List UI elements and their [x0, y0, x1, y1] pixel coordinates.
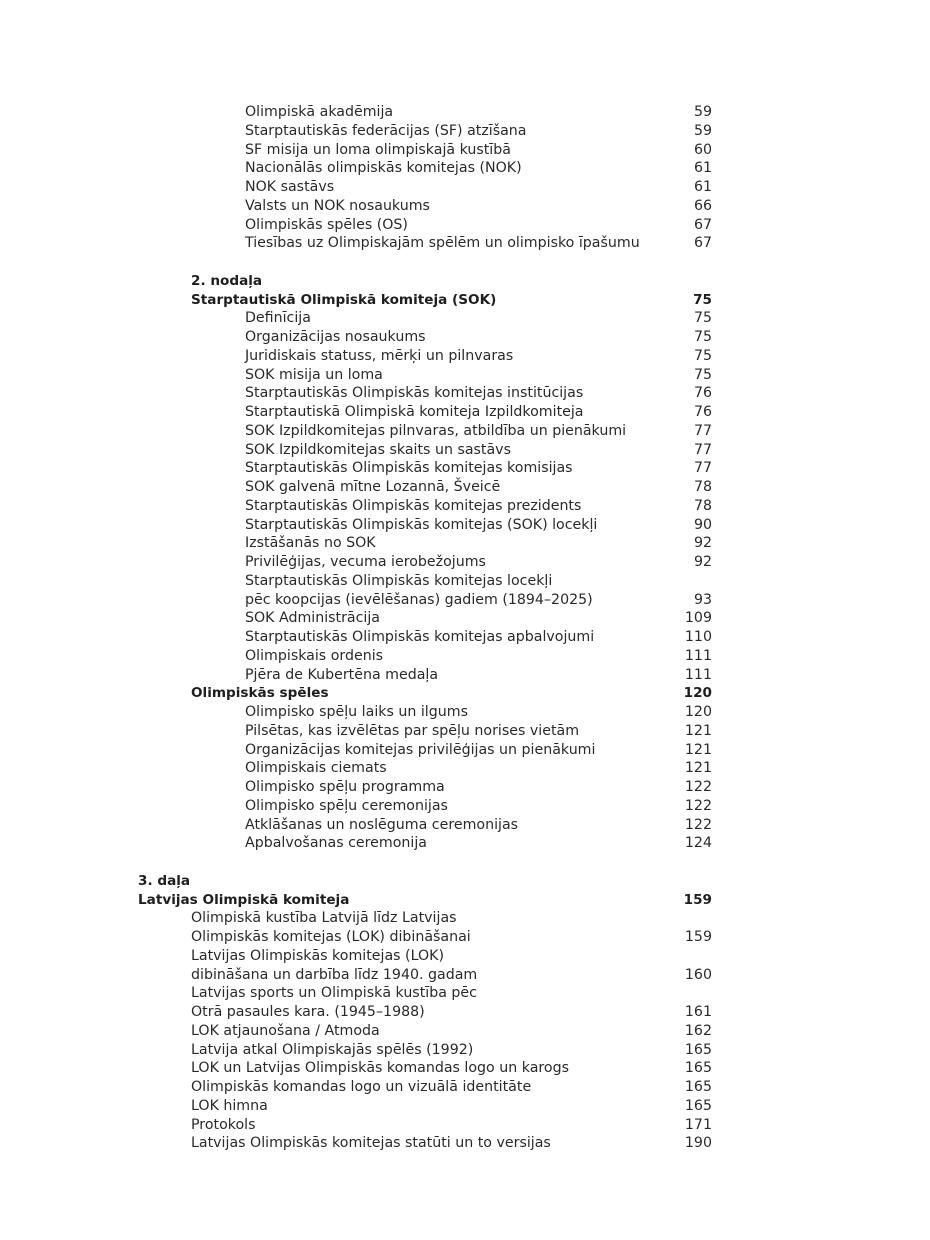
- toc-entry-page: 109: [684, 610, 712, 627]
- toc-entry: [0, 778, 930, 797]
- toc-entry-title: Starptautiskās Olimpiskās komitejas prezidents: [245, 497, 582, 514]
- toc-entry-page: 161: [684, 1004, 712, 1020]
- toc-entry-title: Nacionālās olimpiskās komitejas (NOK): [245, 160, 522, 177]
- toc-entry: [0, 366, 930, 385]
- part-label: [0, 872, 930, 891]
- toc-entry-title: Olimpisko spēļu ceremonijas: [245, 797, 448, 814]
- toc-entry: [0, 1022, 930, 1041]
- toc-entry-title: Olimpiskā akadēmija: [245, 104, 394, 120]
- chapter-label: [0, 272, 930, 291]
- toc-entry-page: 93: [693, 591, 712, 608]
- toc-entry: [0, 159, 930, 178]
- toc-entry-title: Organizācijas nosaukums: [245, 329, 426, 345]
- toc-entry-page: 75: [693, 310, 712, 327]
- toc-entry-page: 59: [693, 104, 712, 120]
- toc-entry-page: 160: [684, 966, 712, 983]
- section-heading: [0, 684, 930, 703]
- toc-entry: [0, 1041, 930, 1060]
- toc-entry-title: Starptautiskās Olimpiskās komitejas locekļi: [245, 572, 553, 589]
- toc-entry: [0, 478, 930, 497]
- toc-entry-page: 92: [693, 554, 712, 570]
- toc-entry-title: SF misija un loma olimpiskajā kustībā: [245, 141, 511, 158]
- toc-entry-title: Latvijas sports un Olimpiskā kustība pēc: [191, 985, 477, 1002]
- toc-entry-title: SOK Administrācija: [245, 610, 381, 627]
- chapter-heading: [0, 291, 930, 310]
- toc-entry-title: SOK Izpildkomitejas skaits un sastāvs: [245, 441, 511, 458]
- toc-entry-title: Olimpiskās spēles: [191, 685, 329, 702]
- toc-entry-page: 124: [684, 835, 712, 852]
- toc-entry-title: Starptautiskās Olimpiskās komitejas institūcijas: [245, 385, 584, 402]
- toc-entry-title: Olimpiskās komandas logo un vizuālā identitāte: [191, 1079, 532, 1095]
- toc-entry-title: Valsts un NOK nosaukums: [245, 197, 430, 214]
- toc-entry-title: Definīcija: [245, 310, 311, 327]
- toc-entry: [0, 234, 930, 253]
- toc-entry-page: 75: [693, 291, 712, 308]
- toc-entry: [0, 103, 930, 122]
- toc-entry: [0, 984, 930, 1003]
- toc-entry: [0, 384, 930, 403]
- toc-entry: [0, 797, 930, 816]
- toc-entry: [0, 1116, 930, 1135]
- toc-entry-page: 66: [693, 197, 712, 214]
- toc-entry: [0, 141, 930, 160]
- toc-entry-page: 61: [693, 179, 712, 195]
- toc-entry: [0, 966, 930, 985]
- toc-entry-title: LOK un Latvijas Olimpiskās komandas logo un karogs: [191, 1060, 569, 1077]
- toc-entry-page: 76: [693, 404, 712, 420]
- toc-entry-page: 60: [693, 141, 712, 158]
- toc-entry: [0, 122, 930, 141]
- toc-entry-page: 111: [684, 647, 712, 664]
- toc-entry-title: Juridiskais statuss, mērķi un pilnvaras: [245, 347, 514, 364]
- toc-entry-title: Protokols: [191, 1116, 256, 1133]
- toc-entry: [0, 197, 930, 216]
- toc-entry: [0, 553, 930, 572]
- toc-entry-page: 162: [684, 1022, 712, 1039]
- toc-entry-page: 77: [693, 460, 712, 477]
- toc-entry: [0, 759, 930, 778]
- toc-entry-page: 77: [693, 441, 712, 458]
- toc-entry: [0, 722, 930, 741]
- toc-entry-page: 121: [684, 741, 712, 758]
- toc-entry-page: 165: [684, 1097, 712, 1114]
- toc-entry-page: 120: [684, 704, 712, 720]
- toc-entry-title: Olimpiskā kustība Latvijā līdz Latvijas: [191, 910, 457, 927]
- toc-entry-title: LOK himna: [191, 1097, 268, 1114]
- toc-entry-page: 121: [684, 760, 712, 777]
- toc-entry-page: 67: [693, 216, 712, 233]
- toc-entry: [0, 609, 930, 628]
- toc-entry: [0, 1134, 930, 1153]
- toc-entry-title: Starptautiskā Olimpiskā komiteja Izpildkomiteja: [245, 404, 584, 420]
- toc-entry-title: Atklāšanas un noslēguma ceremonijas: [245, 816, 519, 833]
- toc-entry: [0, 947, 930, 966]
- toc-entry-title: SOK misija un loma: [245, 366, 383, 383]
- toc-entry: [0, 441, 930, 460]
- toc-entry: [0, 1059, 930, 1078]
- toc-entry-page: 92: [693, 535, 712, 552]
- toc-entry-title: Latvija atkal Olimpiskajās spēlēs (1992): [191, 1041, 474, 1058]
- toc-entry-page: 171: [684, 1116, 712, 1133]
- toc-entry-title: Privilēģijas, vecuma ierobežojums: [245, 554, 486, 570]
- toc-entry: [0, 347, 930, 366]
- toc-entry-title: 3. daļa: [138, 872, 191, 889]
- toc-entry-page: 78: [693, 497, 712, 514]
- toc-entry-page: 59: [693, 122, 712, 139]
- toc-entry-page: 77: [693, 422, 712, 439]
- toc-entry-title: 2. nodaļa: [191, 272, 263, 289]
- toc-entry-page: 78: [693, 479, 712, 495]
- toc-entry-page: 120: [683, 685, 712, 702]
- toc-entry: [0, 741, 930, 760]
- toc-entry: [0, 1003, 930, 1022]
- toc-entry: [0, 666, 930, 685]
- toc-entry-page: 165: [684, 1060, 712, 1077]
- section-gap: [0, 253, 930, 272]
- toc-entry: [0, 572, 930, 591]
- toc-entry-title: Starptautiskās federācijas (SF) atzīšana: [245, 122, 527, 139]
- toc-entry-title: Starptautiskās Olimpiskās komitejas komisijas: [245, 460, 573, 477]
- toc-entry-title: Tiesības uz Olimpiskajām spēlēm un olimpisko īpašumu: [245, 235, 640, 252]
- toc-entry-page: 122: [684, 797, 712, 814]
- toc-entry-title: SOK Izpildkomitejas pilnvaras, atbildība un pienākumi: [245, 422, 627, 439]
- toc-entry-title: Starptautiskās Olimpiskās komitejas (SOK) locekļi: [245, 516, 598, 533]
- toc-entry: [0, 816, 930, 835]
- toc-entry: [0, 591, 930, 610]
- toc-entry-page: 75: [693, 347, 712, 364]
- toc-entry: [0, 834, 930, 853]
- toc-entry-title: NOK sastāvs: [245, 179, 335, 195]
- toc-entry-page: 190: [684, 1135, 712, 1152]
- toc-entry: [0, 1097, 930, 1116]
- toc-entry-page: 159: [684, 929, 712, 945]
- toc-entry-title: Organizācijas komitejas privilēģijas un pienākumi: [245, 741, 596, 758]
- toc-entry-page: 165: [684, 1079, 712, 1095]
- toc-entry-title: Latvijas Olimpiskās komitejas statūti un to versijas: [191, 1135, 551, 1152]
- toc-entry-title: Starptautiskā Olimpiskā komiteja (SOK): [191, 291, 497, 308]
- toc-entry-title: Latvijas Olimpiskās komitejas (LOK): [191, 947, 444, 964]
- toc-entry-page: 90: [693, 516, 712, 533]
- toc-entry-title: Apbalvošanas ceremonija: [245, 835, 427, 852]
- toc-entry: [0, 178, 930, 197]
- toc-entry-page: 67: [693, 235, 712, 252]
- toc-entry-page: 121: [684, 722, 712, 739]
- toc-entry: [0, 516, 930, 535]
- toc-entry-title: Pilsētas, kas izvēlētas par spēļu norises vietām: [245, 722, 580, 739]
- toc-entry: [0, 703, 930, 722]
- toc-entry-page: 159: [683, 891, 712, 908]
- toc-entry: [0, 422, 930, 441]
- toc-entry-title: Latvijas Olimpiskā komiteja: [138, 891, 350, 908]
- toc-entry-title: Olimpiskās komitejas (LOK) dibināšanai: [191, 929, 471, 945]
- toc-entry: [0, 497, 930, 516]
- toc-entry: [0, 909, 930, 928]
- toc-entry-page: 75: [693, 366, 712, 383]
- toc-entry-page: 111: [684, 666, 712, 683]
- toc-entry-title: Olimpisko spēļu programma: [245, 779, 445, 795]
- table-of-contents: [0, 103, 930, 1153]
- toc-entry: [0, 309, 930, 328]
- toc-entry-title: Pjēra de Kubertēna medaļa: [245, 666, 439, 683]
- toc-entry-title: Otrā pasaules kara. (1945–1988): [191, 1004, 425, 1020]
- toc-entry-title: SOK galvenā mītne Lozannā, Šveicē: [245, 479, 501, 495]
- toc-entry-title: pēc koopcijas (ievēlēšanas) gadiem (1894–2025): [245, 591, 593, 608]
- toc-entry-page: 122: [684, 779, 712, 795]
- toc-entry: [0, 403, 930, 422]
- part-heading: [0, 891, 930, 910]
- toc-entry: [0, 459, 930, 478]
- toc-entry: [0, 647, 930, 666]
- toc-entry-page: 76: [693, 385, 712, 402]
- toc-entry-page: 61: [693, 160, 712, 177]
- toc-entry: [0, 928, 930, 947]
- toc-entry-page: 165: [684, 1041, 712, 1058]
- toc-entry-page: 110: [684, 629, 712, 645]
- toc-entry-title: Olimpiskais ciemats: [245, 760, 387, 777]
- toc-entry: [0, 628, 930, 647]
- toc-entry-title: Olimpisko spēļu laiks un ilgums: [245, 704, 468, 720]
- toc-entry-page: 75: [693, 329, 712, 345]
- toc-entry: [0, 534, 930, 553]
- toc-entry: [0, 1078, 930, 1097]
- toc-entry-title: Starptautiskās Olimpiskās komitejas apbalvojumi: [245, 629, 595, 645]
- toc-entry-page: 122: [684, 816, 712, 833]
- toc-entry-title: Olimpiskais ordenis: [245, 647, 384, 664]
- toc-entry: [0, 328, 930, 347]
- toc-entry-title: dibināšana un darbība līdz 1940. gadam: [191, 966, 478, 983]
- toc-entry: [0, 216, 930, 235]
- section-gap: [0, 853, 930, 872]
- toc-entry-title: Izstāšanās no SOK: [245, 535, 376, 552]
- toc-entry-title: Olimpiskās spēles (OS): [245, 216, 408, 233]
- toc-entry-title: LOK atjaunošana / Atmoda: [191, 1022, 380, 1039]
